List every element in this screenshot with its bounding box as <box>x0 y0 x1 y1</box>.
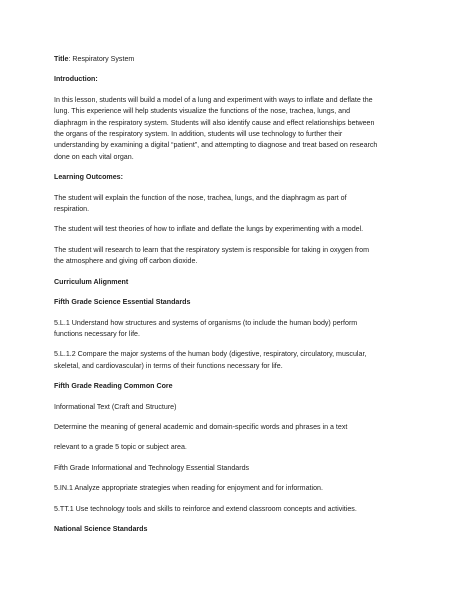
standard-5tt1: 5.TT.1 Use technology tools and skills to reinforce and extend classroom concepts and activities. <box>54 504 357 513</box>
standard-5l1-line: 5.L.1 Understand how structures and systems of organisms (to include the human body) perform <box>54 318 358 327</box>
relevant-grade: relevant to a grade 5 topic or subject area. <box>54 443 187 452</box>
standard-5l12 <box>54 349 410 372</box>
reading-heading: Fifth Grade Reading Common Core <box>54 382 173 391</box>
introduction-line: done on each vital organ. <box>54 152 134 161</box>
it-standards-heading: Fifth Grade Informational and Technology Essential Standards <box>54 463 250 472</box>
outcome-3 <box>54 245 410 268</box>
document-title <box>54 54 410 65</box>
learning-outcomes-heading: Learning Outcomes: <box>54 173 123 182</box>
national-standards-heading: National Science Standards <box>54 524 148 533</box>
outcome-3-line: the atmosphere and giving off carbon dioxide. <box>54 257 198 266</box>
outcome-3-line: The student will research to learn that the respiratory system is responsible for taking in oxygen from <box>54 245 370 254</box>
standard-5in1: 5.IN.1 Analyze appropriate strategies when reading for enjoyment and for information. <box>54 484 323 493</box>
introduction-line: diaphragm in the respiratory system. Students will also identify cause and effect relationships between <box>54 118 375 127</box>
science-standards-heading: Fifth Grade Science Essential Standards <box>54 298 191 307</box>
standard-5l12-line: 5.L.1.2 Compare the major systems of the human body (digestive, respiratory, circulatory, muscular, <box>54 350 367 359</box>
standard-5l1-line: functions necessary for life. <box>54 329 140 338</box>
outcome-2: The student will test theories of how to inflate and deflate the lungs by experimenting with a model. <box>54 225 364 234</box>
standard-5l1 <box>54 318 410 341</box>
introduction-paragraph <box>54 95 410 163</box>
introduction-line: In this lesson, students will build a model of a lung and experiment with ways to inflate and deflate the <box>54 95 373 104</box>
introduction-line: understanding by examining a digital “patient”, and attempting to diagnose and treat based on research <box>54 141 378 150</box>
curriculum-heading: Curriculum Alignment <box>54 277 129 286</box>
title-value: : Respiratory System <box>68 55 135 63</box>
introduction-line: the organs of the respiratory system. In addition, students will use technology to further their <box>54 130 343 139</box>
introduction-line: lung. This experience will help students visualize the functions of the nose, trachea, lungs, and <box>54 107 351 116</box>
standard-5l12-line: skeletal, and cardiovascular) in terms of their functions necessary for life. <box>54 361 283 370</box>
introduction-heading: Introduction: <box>54 75 98 84</box>
outcome-1 <box>54 193 410 216</box>
title-label: Title <box>54 55 69 63</box>
document-page <box>54 54 410 544</box>
informational-text: Informational Text (Craft and Structure) <box>54 402 177 411</box>
outcome-1-line: respiration. <box>54 205 90 214</box>
determine-meaning: Determine the meaning of general academic and domain-specific words and phrases in a text <box>54 422 348 431</box>
outcome-1-line: The student will explain the function of the nose, trachea, lungs, and the diaphragm as part of <box>54 193 347 202</box>
